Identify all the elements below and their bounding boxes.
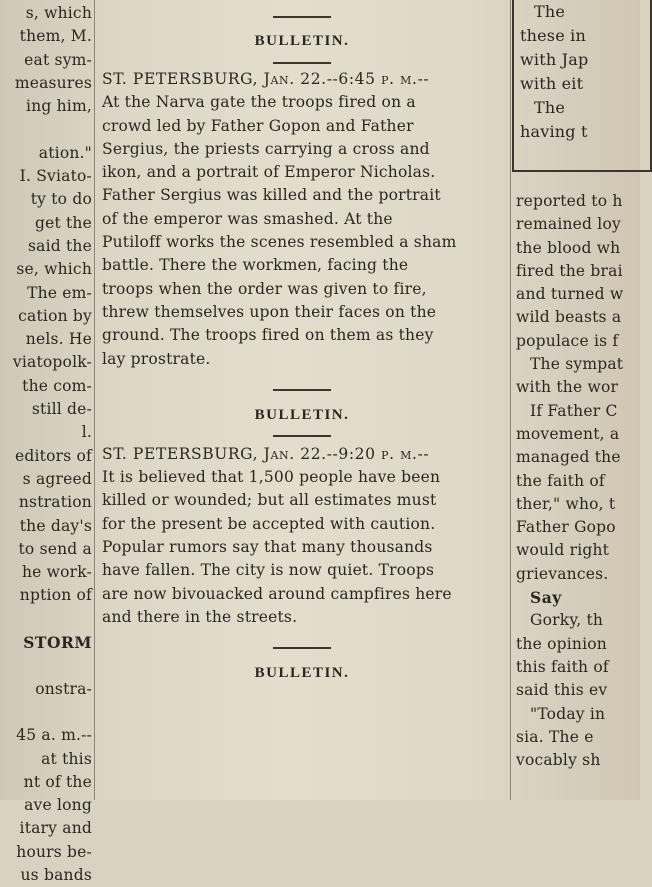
text-line: hours be- xyxy=(16,842,92,861)
text-line: for the present be accepted with caution. xyxy=(102,514,436,533)
text-line: the com- xyxy=(22,376,92,395)
text-line: crowd led by Father Gopon and Father xyxy=(102,116,414,135)
text-line: the blood wh xyxy=(516,238,621,257)
text-line: the day's xyxy=(19,516,92,535)
text-line: grievances. xyxy=(516,564,609,583)
text-line: Father Gopo xyxy=(516,518,616,537)
text-line: remained loy xyxy=(516,215,621,234)
text-line: battle. There the workmen, facing the xyxy=(102,256,409,275)
text-line: ave long xyxy=(24,796,92,815)
text-line: the faith of xyxy=(516,471,605,490)
text-line: still de- xyxy=(31,400,92,419)
text-line: At the Narva gate the troops fired on a xyxy=(102,93,416,112)
text-line: itary and xyxy=(19,819,92,838)
bulletin-2-body xyxy=(96,443,508,629)
text-line: If Father C xyxy=(530,401,618,420)
text-line: s, which xyxy=(25,4,92,22)
text-line: The em- xyxy=(27,283,92,302)
text-line: would right xyxy=(516,541,610,560)
text-line: this faith of xyxy=(516,657,609,676)
text-line: ty to do xyxy=(30,190,92,209)
text-line: ikon, and a portrait of Emperor Nicholas. xyxy=(102,163,436,182)
text-line: "Today in xyxy=(530,704,606,723)
left-column xyxy=(0,2,92,884)
text-line: managed the xyxy=(516,448,621,467)
text-line: killed or wounded; but all estimates must xyxy=(102,491,437,510)
text-line: editors of xyxy=(15,446,92,465)
bulletin-3 xyxy=(96,647,508,683)
text-line: measures xyxy=(14,73,92,92)
text-line: threw themselves upon their faces on the xyxy=(102,302,437,321)
text-line: ther," who, t xyxy=(516,494,616,513)
text-line xyxy=(0,654,92,677)
text-line: Gorky, th xyxy=(530,611,604,630)
text-line: Popular rumors say that many thousands xyxy=(102,538,433,557)
text-line: us bands xyxy=(20,865,92,884)
text-line: Putiloff works the scenes resembled a sham xyxy=(102,233,457,252)
text-line: with eit xyxy=(520,74,584,93)
text-line: The xyxy=(534,2,566,21)
bulletin-1-body xyxy=(96,68,508,371)
text-line: get the xyxy=(34,213,92,232)
text-line: nstration xyxy=(18,493,92,512)
boxed-article xyxy=(512,0,652,172)
text-line: with the wor xyxy=(516,378,619,397)
bulletin-3-title: BULLETIN. xyxy=(254,665,350,682)
text-line: 45 a. m.-- xyxy=(16,726,92,745)
text-line: said this ev xyxy=(516,681,608,700)
text-line: nt of the xyxy=(23,772,92,791)
text-line: The xyxy=(534,98,566,117)
text-line: Sergius, the priests carrying a cross and xyxy=(102,139,430,158)
text-line: Say xyxy=(530,588,562,608)
text-line: ground. The troops fired on them as they xyxy=(102,326,434,345)
bulletin-2 xyxy=(96,389,508,437)
bulletin-1-title: BULLETIN. xyxy=(254,33,350,49)
text-line: s agreed xyxy=(22,469,92,488)
text-line: It is believed that 1,500 people have been xyxy=(102,468,441,487)
text-line: eat sym- xyxy=(24,50,92,69)
text-line: STORM xyxy=(23,633,92,653)
text-line: reported to h xyxy=(516,192,623,210)
text-line: The sympat xyxy=(530,355,624,374)
text-line: onstra- xyxy=(35,679,92,698)
text-line: lay prostrate. xyxy=(102,349,211,368)
bulletin-rule-bottom xyxy=(273,62,331,64)
text-line: he work- xyxy=(21,563,92,582)
bulletin-2-dateline: ST. PETERSBURG, Jan. 22.--9:20 p. m.-- xyxy=(102,444,430,463)
text-line: l. xyxy=(81,423,92,442)
text-line: and turned w xyxy=(516,285,624,304)
column-rule-right xyxy=(510,0,511,800)
text-line: at this xyxy=(41,749,92,768)
column-rule-left xyxy=(94,0,95,800)
text-line: movement, a xyxy=(516,424,620,443)
text-line xyxy=(0,701,92,724)
text-line: troops when the order was given to fire, xyxy=(102,279,427,298)
text-line: fired the brai xyxy=(516,261,623,280)
text-line: them, M. xyxy=(19,27,92,46)
bulletin-1 xyxy=(96,16,508,64)
text-line: to send a xyxy=(18,539,92,558)
text-line: nption of xyxy=(19,586,92,605)
text-line: with Jap xyxy=(520,50,589,69)
right-column-text xyxy=(516,190,623,772)
text-line: viatopolk- xyxy=(12,353,92,372)
text-line: I. Sviato- xyxy=(19,167,92,186)
bulletin-2-title: BULLETIN. xyxy=(254,406,350,423)
text-line: populace is f xyxy=(516,331,619,350)
text-line: said the xyxy=(28,236,92,255)
text-line: cation by xyxy=(18,306,92,325)
text-line xyxy=(0,608,92,631)
text-line: the opinion xyxy=(516,634,607,653)
text-line: have fallen. The city is now quiet. Troops xyxy=(102,561,435,580)
text-line: vocably sh xyxy=(516,751,601,770)
text-line: se, which xyxy=(16,260,92,279)
text-line: wild beasts a xyxy=(516,308,622,327)
text-line: having t xyxy=(520,122,588,141)
bulletin-rule-bottom xyxy=(273,435,331,437)
text-line xyxy=(0,118,92,141)
center-column xyxy=(96,0,508,800)
text-line: nels. He xyxy=(25,330,92,349)
text-line: ation." xyxy=(38,143,92,162)
text-line: of the emperor was smashed. At the xyxy=(102,209,393,228)
text-line: ing him, xyxy=(26,97,92,116)
text-line: are now bivouacked around campfires here xyxy=(102,584,452,603)
bulletin-1-dateline: ST. PETERSBURG, Jan. 22.--6:45 p. m.-- xyxy=(102,70,430,88)
text-line: Father Sergius was killed and the portrait xyxy=(102,186,441,205)
right-column xyxy=(512,0,640,800)
text-line: sia. The e xyxy=(516,727,594,746)
text-line: and there in the streets. xyxy=(102,607,298,626)
text-line: these in xyxy=(520,26,586,45)
